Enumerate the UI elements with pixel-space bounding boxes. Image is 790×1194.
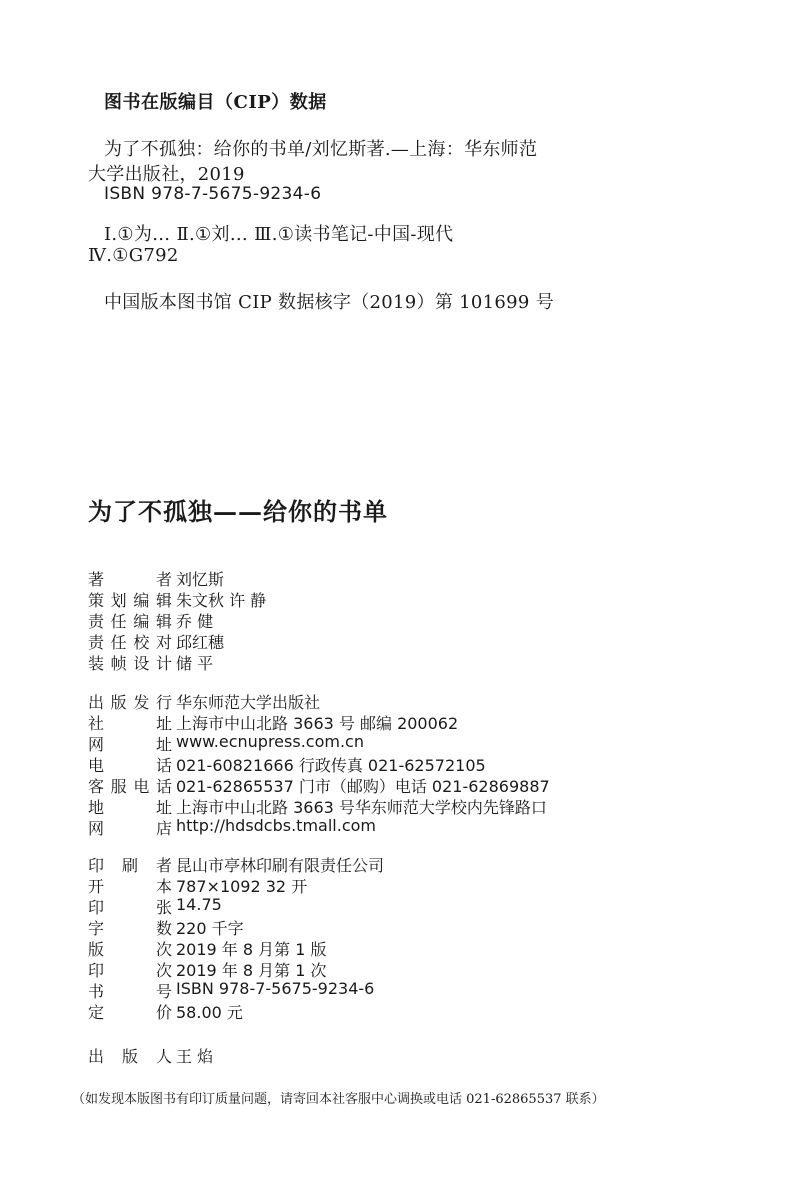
publisher-person-label: 出版人 [88,1047,172,1066]
printing-label: 书号 [88,982,172,1001]
publisher-label: 电话 [88,756,172,775]
cip-record-number: 中国版本图书馆 CIP 数据核字（2019）第 101699 号 [104,292,555,313]
printing-value: 787×1092 32 开 [176,877,308,896]
publisher-label: 网址 [88,735,172,754]
credit-value: 刘忆斯 [176,570,225,589]
cip-classification-code: Ⅳ.①G792 [88,245,179,266]
printing-value: 昆山市亭林印刷有限责任公司 [176,856,385,875]
publisher-value: 021-60821666 行政传真 021-62572105 [176,756,486,775]
publisher-value: 021-62865537 门市（邮购）电话 021-62869887 [176,777,550,796]
credit-value: 朱文秋 许 静 [176,591,267,610]
credit-label: 著者 [88,570,172,589]
credit-label: 责任编辑 [88,612,172,631]
printing-label: 版次 [88,940,172,959]
printing-label: 开本 [88,877,172,896]
publisher-person-value: 王 焰 [176,1047,214,1066]
quality-footnote: （如发现本版图书有印订质量问题，请寄回本社客服中心调换或电话 021-62865537 联系） [72,1092,605,1107]
cip-line: 大学出版社，2019 [88,164,245,185]
printing-value: 2019 年 8 月第 1 次 [176,961,327,980]
cip-classification: Ⅰ.①为… Ⅱ.①刘… Ⅲ.①读书笔记-中国-现代 [104,224,454,245]
printing-value: 58.00 元 [176,1003,243,1022]
credit-label: 策划编辑 [88,591,172,610]
cip-line: 为了不孤独：给你的书单/刘忆斯著.—上海：华东师范 [104,139,538,160]
cip-isbn: ISBN 978-7-5675-9234-6 [104,184,322,204]
cip-heading: 图书在版编目（CIP）数据 [104,92,327,113]
publisher-label: 地址 [88,798,172,817]
publisher-label: 客服电话 [88,777,172,796]
printing-label: 印次 [88,961,172,980]
printing-value: ISBN 978-7-5675-9234-6 [176,979,375,998]
printing-label: 印张 [88,898,172,917]
book-title: 为了不孤独——给你的书单 [88,497,388,526]
publisher-label: 社址 [88,714,172,733]
publisher-label: 出版发行 [88,693,172,712]
printing-value: 220 千字 [176,919,244,938]
publisher-value: http://hdsdcbs.tmall.com [176,816,376,835]
credit-value: 邱红穗 [176,633,225,652]
publisher-label: 网店 [88,819,172,838]
publisher-value: 华东师范大学出版社 [176,693,321,712]
publisher-value: 上海市中山北路 3663 号 邮编 200062 [176,714,459,733]
printing-label: 印刷者 [88,856,172,875]
publisher-value: 上海市中山北路 3663 号华东师范大学校内先锋路口 [176,798,547,817]
credit-value: 储 平 [176,654,214,673]
credit-value: 乔 健 [176,612,214,631]
credit-label: 装帧设计 [88,654,172,673]
credit-label: 责任校对 [88,633,172,652]
printing-value: 14.75 [176,895,222,914]
printing-label: 字数 [88,919,172,938]
printing-value: 2019 年 8 月第 1 版 [176,940,327,959]
publisher-value: www.ecnupress.com.cn [176,732,364,751]
printing-label: 定价 [88,1003,172,1022]
